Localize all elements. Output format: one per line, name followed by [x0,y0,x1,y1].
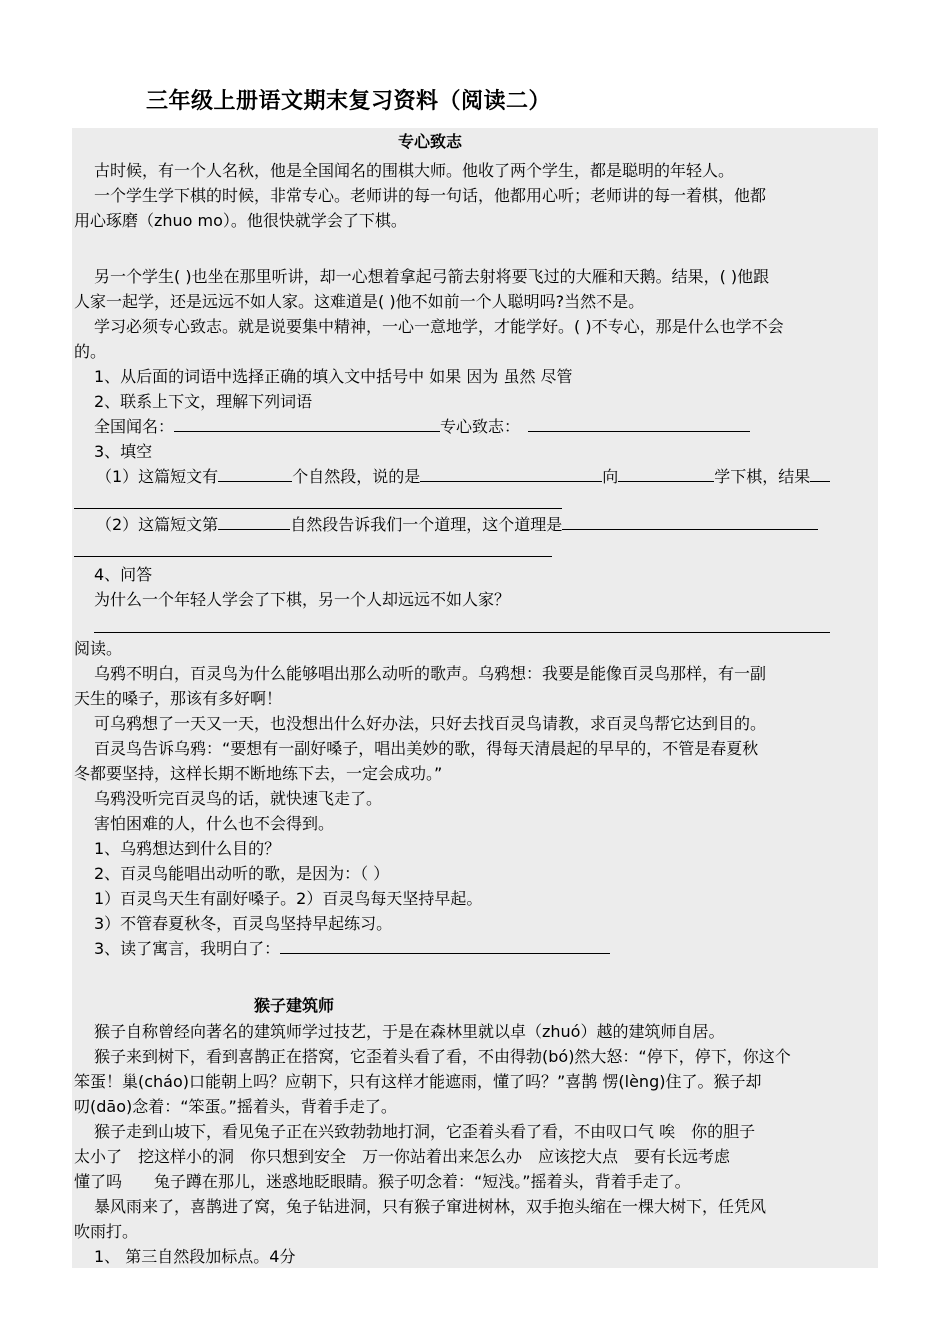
option-line: 3）不管春夏秋冬，百灵鸟坚持早起练习。 [94,914,393,933]
story3-line: 太小了 挖这样小的洞 你只想到安全 万一你站着出来怎么办 应该挖大点 要有长远考虑 [74,1147,731,1166]
term-label: 专心致志： [440,417,521,436]
fill-text: 个自然段，说的是 [292,467,421,486]
question-1: 1、 第三自然段加标点。4分 [94,1247,296,1266]
answer-blank[interactable] [218,514,290,530]
story1-line: 学习必须专心致志。就是说要集中精神，一心一意地学，才能学好。( )不专心，那是什么也学不会 [94,317,784,336]
story2-line: 乌鸦没听完百灵鸟的话，就快速飞走了。 [94,789,383,808]
story2-line: 冬都要坚持，这样长期不断地练下去，一定会成功。” [74,764,443,783]
story1-line: 的。 [74,342,107,361]
question-2: 2、百灵鸟能唱出动听的歌，是因为：（ ） [94,864,390,883]
story3-line: 猴子来到树下，看到喜鹊正在搭窝，它歪着头看了看，不由得勃(bó)然大怒：“停下，停下，你这个 [94,1047,791,1066]
story1-line: 一个学生学下棋的时候，非常专心。老师讲的每一句话，他都用心听；老师讲的每一着棋，他都 [94,186,767,205]
fill-text: 3、读了寓言，我明白了： [94,939,281,958]
question-3: 3、填空 [94,442,153,461]
story3-line: 懂了吗 兔子蹲在那儿，迷惑地眨眼睛。猴子叨念着：“短浅。”摇着头，背着手走了。 [74,1172,691,1191]
question-1: 1、从后面的词语中选择正确的填入文中括号中 如果 因为 虽然 尽管 [94,367,573,386]
story2-line: 百灵鸟告诉乌鸦：“要想有一副好嗓子，唱出美妙的歌，得每天清晨起的早早的，不管是春夏秋 [94,739,759,758]
question-4-text: 为什么一个年轻人学会了下棋，另一个人却远远不如人家？ [94,590,511,609]
fill-text: （1）这篇短文有 [96,467,219,486]
story1-line: 人家一起学，还是远远不如人家。这难道是( )他不如前一个人聪明吗?当然不是。 [74,292,645,311]
story3-line: 笨蛋！巢(cháo)口能朝上吗？应朝下，只有这样才能遮雨，懂了吗？”喜鹊 愣(lèng)住了。猴子却 [74,1072,762,1091]
page-title: 三年级上册语文期末复习资料（阅读二） [146,89,552,114]
answer-blank[interactable] [618,466,714,482]
question-3-2 [74,514,878,536]
fill-text: （2）这篇短文第 [96,515,219,534]
story3-line: 猴子自称曾经向著名的建筑师学过技艺，于是在森林里就以卓（zhuó）越的建筑师自居。 [94,1022,725,1041]
story3-line: 叨(dāo)念着：“笨蛋。”摇着头，背着手走了。 [74,1097,397,1116]
question-2: 2、联系上下文，理解下列词语 [94,392,313,411]
answer-blank[interactable] [174,416,440,432]
answer-blank[interactable] [420,466,602,482]
story1-line: 另一个学生( )也坐在那里听讲，却一心想着拿起弓箭去射将要飞过的大雁和天鹅。结果，( )他跟 [94,267,770,286]
option-line: 1）百灵鸟天生有副好嗓子。2）百灵鸟每天坚持早起。 [94,889,483,908]
question-3-1 [74,466,878,488]
answer-line[interactable] [74,508,562,509]
question-4: 4、问答 [94,565,153,584]
story2-line: 可乌鸦想了一天又一天，也没想出什么好办法，只好去找百灵鸟请教，求百灵鸟帮它达到目的。 [94,714,767,733]
story2-line: 害怕困难的人，什么也不会得到。 [94,814,335,833]
story2-heading: 阅读。 [74,639,123,658]
story3-line: 暴风雨来了，喜鹊进了窝，兔子钻进洞，只有猴子窜进树林，双手抱头缩在一棵大树下，任凭风 [94,1197,767,1216]
story1-line: 用心琢磨（zhuo mo）。他很快就学会了下棋。 [74,211,407,230]
story1-line: 古时候，有一个人名秋，他是全国闻名的围棋大师。他收了两个学生，都是聪明的年轻人。 [94,161,735,180]
answer-blank[interactable] [528,416,750,432]
answer-line[interactable] [94,632,830,633]
answer-blank[interactable] [562,514,818,530]
fill-text: 自然段告诉我们一个道理，这个道理是 [290,515,563,534]
term-label: 全国闻名： [94,417,175,436]
answer-blank[interactable] [810,466,830,482]
story1-heading: 专心致志 [398,132,463,151]
question-3 [74,938,878,960]
story3-line: 吹雨打。 [74,1222,139,1241]
story3-line: 猴子走到山坡下，看见兔子正在兴致勃勃地打洞，它歪着头看了看，不由叹口气 唉 你的胆子 [94,1122,756,1141]
answer-blank[interactable] [218,466,292,482]
answer-blank[interactable] [280,938,610,954]
question-1: 1、乌鸦想达到什么目的？ [94,839,281,858]
answer-line[interactable] [74,556,552,557]
story2-line: 天生的嗓子，那该有多好啊！ [74,689,283,708]
fill-text: 向 [602,467,619,486]
story2-line: 乌鸦不明白，百灵鸟为什么能够唱出那么动听的歌声。乌鸦想：我要是能像百灵鸟那样，有一副 [94,664,767,683]
story3-heading: 猴子建筑师 [254,996,335,1015]
fill-text: 学下棋，结果 [714,467,811,486]
question-2-terms [74,416,878,438]
